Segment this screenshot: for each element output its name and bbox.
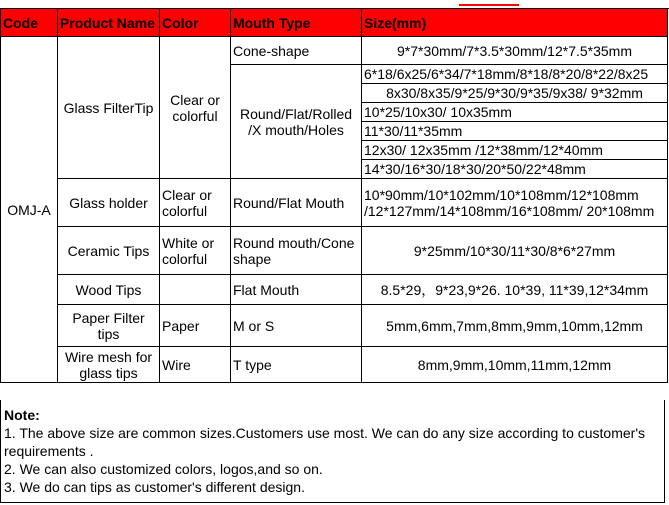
decor-underline xyxy=(459,0,519,6)
product-wire: Wire mesh for glass tips xyxy=(58,347,160,383)
header-row xyxy=(1,9,668,37)
product-ceramic: Ceramic Tips xyxy=(58,227,160,275)
mouth-wood: Flat Mouth xyxy=(231,275,362,305)
color-glass-holder: Clear or colorful xyxy=(160,179,231,227)
mouth-ceramic: Round mouth/Cone shape xyxy=(231,227,362,275)
size-cone-shape: 9*7*30mm/7*3.5*30mm/12*7.5*35mm xyxy=(362,37,668,65)
header-size: Size(mm) xyxy=(362,9,668,37)
color-wire: Wire xyxy=(160,347,231,383)
header-code: Code xyxy=(1,9,58,37)
size-row-8: 8x30/8x35/9*25/9*30/9*35/9x38/ 9*32mm xyxy=(362,84,668,103)
product-wood: Wood Tips xyxy=(58,275,160,305)
size-row-14: 14*30/16*30/18*30/20*50/22*48mm xyxy=(362,160,668,179)
product-spec-table xyxy=(0,8,668,383)
product-glass-filter: Glass FilterTip xyxy=(58,37,160,179)
size-row-10: 10*25/10x30/ 10x35mm xyxy=(362,103,668,122)
note-title: Note: xyxy=(4,407,40,423)
product-paper: Paper Filter tips xyxy=(58,305,160,347)
size-wood: 8.5*29，9*23,9*26. 10*39, 11*39,12*34mm xyxy=(362,275,668,305)
table-row xyxy=(1,275,668,305)
color-glass-filter: Clear or colorful xyxy=(160,37,231,179)
header-product-name: Product Name xyxy=(58,9,160,37)
header-color: Color xyxy=(160,9,231,37)
color-ceramic: White or colorful xyxy=(160,227,231,275)
table-row xyxy=(1,179,668,227)
size-paper: 5mm,6mm,7mm,8mm,9mm,10mm,12mm xyxy=(362,305,668,347)
mouth-paper: M or S xyxy=(231,305,362,347)
mouth-wire: T type xyxy=(231,347,362,383)
mouth-glass-holder: Round/Flat Mouth xyxy=(231,179,362,227)
size-row-6: 6*18/6x25/6*34/7*18mm/8*18/8*20/8*22/8x25 xyxy=(362,65,668,84)
color-wood xyxy=(160,275,231,305)
table-row xyxy=(1,305,668,347)
note-section xyxy=(0,400,665,503)
size-row-12: 12x30/ 12x35mm /12*38mm/12*40mm xyxy=(362,141,668,160)
code-cell: OMJ-A xyxy=(1,37,58,383)
size-glass-holder: 10*90mm/10*102mm/10*108mm/12*108mm /12*127mm/14*108mm/16*108mm/ 20*108mm xyxy=(362,179,668,227)
table-row xyxy=(1,227,668,275)
color-paper: Paper xyxy=(160,305,231,347)
note-line-1: 1. The above size are common sizes.Customers use most. We can do any size according to customer's requirements . xyxy=(4,425,645,459)
table-row xyxy=(1,37,668,65)
size-ceramic: 9*25mm/10*30/11*30/8*6*27mm xyxy=(362,227,668,275)
note-line-2: 2. We can also customized colors, logos,and so on. xyxy=(4,461,323,477)
note-line-3: 3. We do can tips as customer's different design. xyxy=(4,479,305,495)
table-row xyxy=(1,347,668,383)
size-row-11: 11*30/11*35mm xyxy=(362,122,668,141)
product-glass-holder: Glass holder xyxy=(58,179,160,227)
mouth-round-flat-rolled: Round/Flat/Rolled /X mouth/Holes xyxy=(231,65,362,179)
header-mouth-type: Mouth Type xyxy=(231,9,362,37)
mouth-cone-shape: Cone-shape xyxy=(231,37,362,65)
size-wire: 8mm,9mm,10mm,11mm,12mm xyxy=(362,347,668,383)
